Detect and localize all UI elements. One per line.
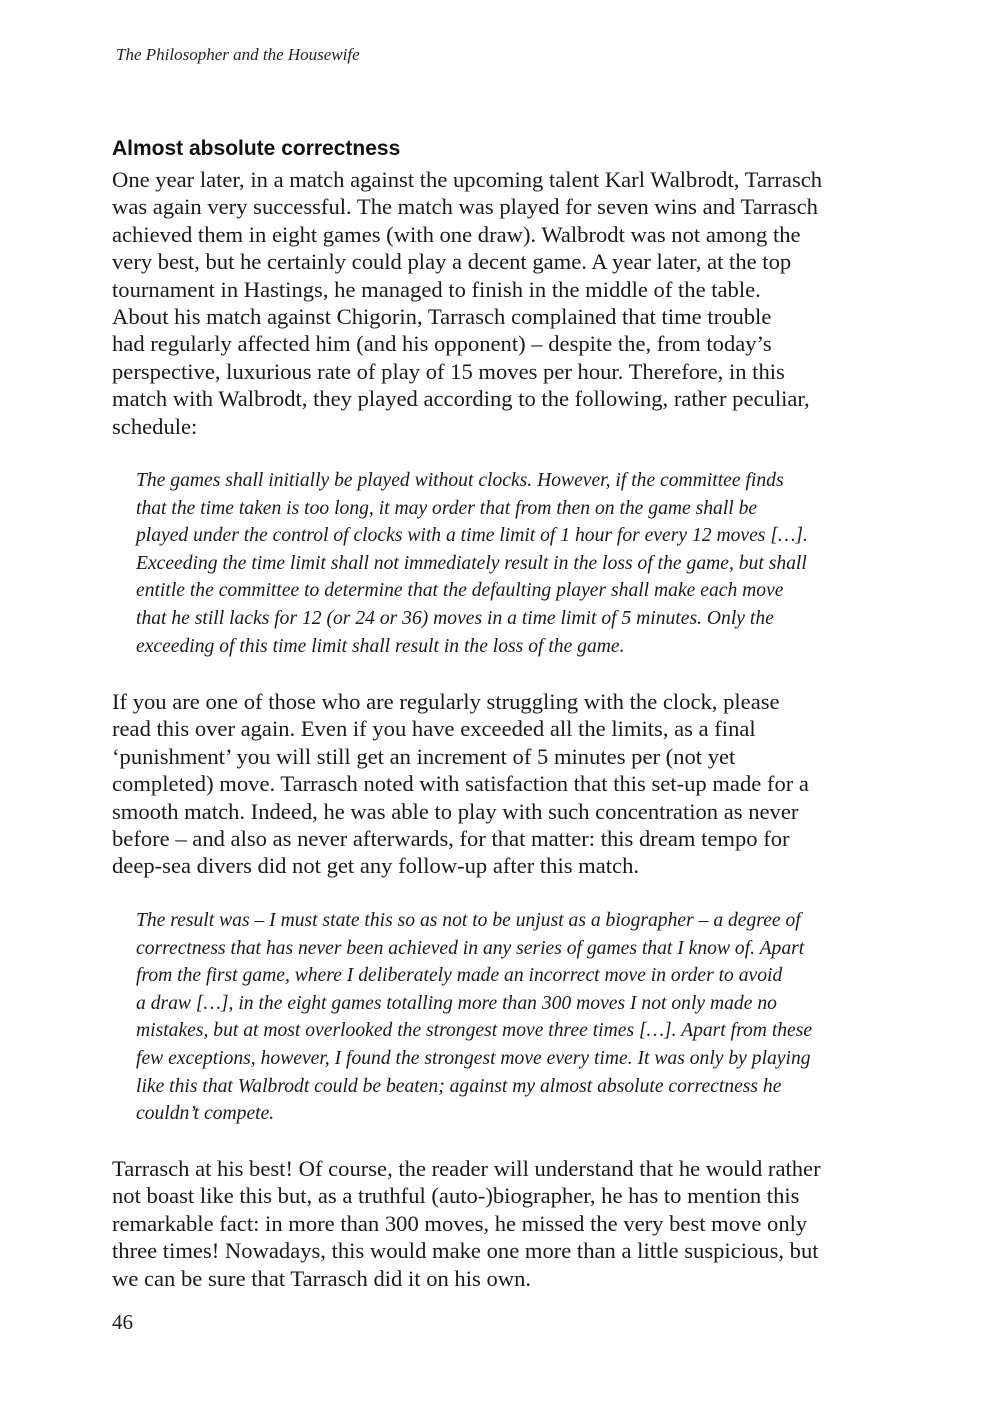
paragraph-line: was again very successful. The match was played for seven wins and Tarrasch bbox=[112, 194, 818, 220]
quote-line: The games shall initially be played without clocks. However, if the committee finds bbox=[136, 470, 784, 491]
paragraph-line: schedule: bbox=[112, 413, 198, 439]
body-paragraph-3 bbox=[112, 1155, 902, 1292]
body-paragraph-2 bbox=[112, 688, 902, 880]
paragraph-line: completed) move. Tarrasch noted with satisfaction that this set-up made for a bbox=[112, 771, 809, 797]
quote-line: few exceptions, however, I found the strongest move every time. It was only by playing bbox=[136, 1047, 811, 1069]
paragraph-line: achieved them in eight games (with one draw). Walbrodt was not among the bbox=[112, 221, 801, 247]
block-quote-1 bbox=[136, 467, 896, 660]
section-heading: Almost absolute correctness bbox=[112, 137, 401, 160]
paragraph-line: remarkable fact: in more than 300 moves, he missed the very best move only bbox=[112, 1210, 808, 1236]
body-paragraph-1 bbox=[112, 166, 902, 440]
quote-line: exceeding of this time limit shall result in the loss of the game. bbox=[136, 635, 625, 657]
quote-line: entitle the committee to determine that the defaulting player shall make each move bbox=[136, 580, 784, 602]
quote-line: The result was – I must state this so as not to be unjust as a biographer – a degree of bbox=[136, 910, 801, 931]
paragraph-line: About his match against Chigorin, Tarrasch complained that time trouble bbox=[112, 304, 772, 330]
quote-line: that he still lacks for 12 (or 24 or 36) moves in a time limit of 5 minutes. Only the bbox=[136, 607, 774, 629]
paragraph-line: If you are one of those who are regularly struggling with the clock, please bbox=[112, 689, 780, 714]
quote-line: like this that Walbrodt could be beaten; against my almost absolute correctness he bbox=[136, 1075, 782, 1097]
quote-line: from the first game, where I deliberately made an incorrect move in order to avoid bbox=[136, 965, 783, 987]
paragraph-line: had regularly affected him (and his opponent) – despite the, from today’s bbox=[112, 331, 772, 357]
page-number: 46 bbox=[112, 1310, 133, 1334]
quote-line: played under the control of clocks with a time limit of 1 hour for every 12 moves […]. bbox=[136, 525, 808, 547]
paragraph-line: we can be sure that Tarrasch did it on his own. bbox=[112, 1265, 532, 1291]
paragraph-line: before – and also as never afterwards, for that matter: this dream tempo for bbox=[112, 826, 790, 852]
paragraph-line: perspective, luxurious rate of play of 15 moves per hour. Therefore, in this bbox=[112, 358, 785, 384]
paragraph-line: One year later, in a match against the upcoming talent Karl Walbrodt, Tarrasch bbox=[112, 167, 823, 192]
paragraph-line: Tarrasch at his best! Of course, the reader will understand that he would rather bbox=[112, 1156, 821, 1181]
paragraph-line: ‘punishment’ you will still get an increment of 5 minutes per (not yet bbox=[112, 743, 736, 769]
block-quote-2 bbox=[136, 907, 896, 1128]
quote-line: mistakes, but at most overlooked the strongest move three times […]. Apart from these bbox=[136, 1020, 813, 1042]
paragraph-line: not boast like this but, as a truthful (auto-)biographer, he has to mention this bbox=[112, 1183, 800, 1209]
quote-line: a draw […], in the eight games totalling more than 300 moves I not only made no bbox=[136, 992, 777, 1014]
quote-line: correctness that has never been achieved in any series of games that I know of. Apart bbox=[136, 937, 805, 959]
quote-line: Exceeding the time limit shall not immediately result in the loss of the game, but shall bbox=[136, 552, 807, 574]
paragraph-line: tournament in Hastings, he managed to finish in the middle of the table. bbox=[112, 276, 761, 302]
quote-line: that the time taken is too long, it may order that from then on the game shall be bbox=[136, 497, 758, 519]
paragraph-line: very best, but he certainly could play a decent game. A year later, at the top bbox=[112, 249, 792, 275]
running-header-title: The Philosopher and the Housewife bbox=[116, 45, 360, 64]
paragraph-line: match with Walbrodt, they played according to the following, rather peculiar, bbox=[112, 386, 810, 412]
quote-line: couldn’t compete. bbox=[136, 1103, 275, 1125]
paragraph-line: deep-sea divers did not get any follow-up after this match. bbox=[112, 853, 640, 879]
paragraph-line: smooth match. Indeed, he was able to play with such concentration as never bbox=[112, 798, 799, 824]
paragraph-line: read this over again. Even if you have exceeded all the limits, as a final bbox=[112, 716, 756, 742]
paragraph-line: three times! Nowadays, this would make one more than a little suspicious, but bbox=[112, 1238, 819, 1264]
